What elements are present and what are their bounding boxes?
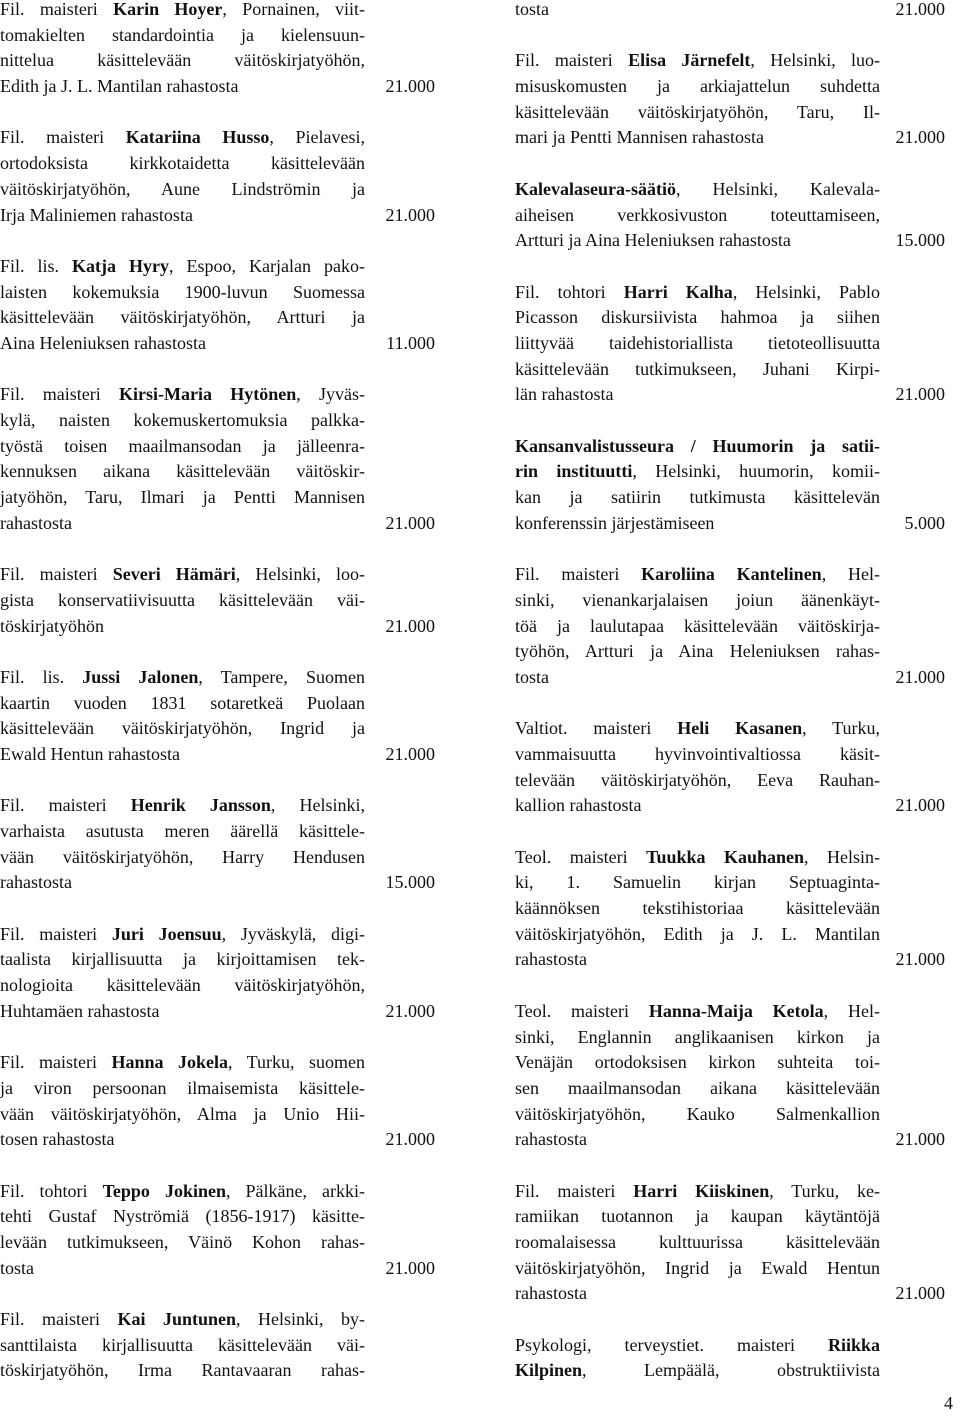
entry-line: [0, 819, 365, 845]
grant-entry: [515, 280, 945, 408]
entry-line: [515, 74, 880, 100]
entry-text: Edith ja J. L. Mantilan rahastosta: [0, 76, 239, 97]
entry-text: töä ja laulutapaa käsittelevään väitöskirja-: [515, 615, 880, 636]
entry-text: , Helsinki, loo-: [235, 564, 366, 585]
entry-text: taalista kirjallisuutta ja kirjoittamisen tek-: [0, 949, 365, 970]
grant-amount: 21.000: [895, 1283, 945, 1304]
grant-amount: 11.000: [386, 332, 435, 353]
entry-line: [0, 845, 365, 871]
grant-amount: 21.000: [385, 743, 435, 764]
entry-line: [515, 665, 945, 691]
entry-line: [0, 588, 365, 614]
entry-line: [515, 742, 880, 768]
entry-line: [0, 1358, 365, 1384]
grant-entry: [515, 845, 945, 973]
entry-line: [0, 0, 365, 23]
entry-line: [0, 23, 365, 49]
recipient-name: Harri Kiiskinen: [633, 1180, 770, 1201]
entry-text: , Helsinki, luo-: [750, 50, 881, 71]
entry-text: , Hel-: [823, 1000, 880, 1021]
entry-text: Teol. maisteri: [515, 1000, 649, 1021]
entry-text: jatyöhön, Taru, Ilmari ja Pentti Mannisen: [0, 487, 365, 508]
entry-line: [515, 1230, 880, 1256]
entry-text: Fil. maisteri: [0, 564, 113, 585]
entry-line: [515, 947, 945, 973]
grant-entry: [0, 1307, 435, 1384]
entry-text: Fil. maisteri: [0, 923, 112, 944]
entry-line: [0, 331, 435, 357]
entry-text: , Lempäälä, obstruktiivista: [582, 1360, 880, 1381]
entry-line: [0, 1230, 365, 1256]
grant-entry: [0, 254, 435, 357]
entry-line: [0, 1050, 365, 1076]
entry-line-text: [515, 1127, 587, 1153]
entry-line: [0, 947, 365, 973]
entry-line: [515, 331, 880, 357]
grant-entry: [0, 125, 435, 228]
entry-text: nologioita käsittelevään väitöskirjatyöhön,: [0, 975, 365, 996]
entry-text: konferenssin järjestämiseen: [515, 512, 715, 533]
entry-line: [515, 305, 880, 331]
entry-line: [0, 125, 365, 151]
entry-text: , Jyväskylä, digi-: [221, 923, 365, 944]
entry-line-text: [0, 1127, 114, 1153]
entry-line-text: [515, 665, 549, 691]
entry-text: ortodoksista kirkkotaidetta käsittelevään: [0, 153, 365, 174]
entry-text: ramiikan tuotannon ja kaupan käytäntöjä: [515, 1206, 880, 1227]
entry-text: santtilaista kirjallisuutta käsittelevään väi-: [0, 1334, 365, 1355]
entry-line: [515, 1025, 880, 1051]
page-number: 4: [944, 1393, 953, 1413]
recipient-name: Jussi Jalonen: [82, 666, 199, 687]
entry-line: [0, 1256, 435, 1282]
entry-line: [0, 305, 365, 331]
entry-line: [0, 48, 365, 74]
entry-line-text: [515, 511, 714, 537]
entry-text: roomalaisessa kulttuurissa käsittelevään: [515, 1232, 880, 1252]
grant-entry: [515, 562, 945, 690]
entry-text: Fil. maisteri: [0, 1309, 118, 1330]
grant-amount: 5.000: [904, 512, 945, 533]
grant-amount: 21.000: [895, 1129, 945, 1150]
recipient-name: Kai Juntunen: [117, 1309, 237, 1330]
entry-text: Fil. maisteri: [0, 795, 131, 816]
entry-line: [0, 1076, 365, 1102]
entry-text: Psykologi, terveystiet. maisteri: [515, 1334, 828, 1355]
entry-line: [0, 999, 435, 1025]
entry-line: [515, 562, 880, 588]
entry-line-text: [0, 1256, 34, 1282]
entry-line: [0, 1127, 435, 1153]
entry-line: [515, 1179, 880, 1205]
entry-line: [515, 716, 880, 742]
entry-text: mari ja Pentti Mannisen rahastosta: [515, 127, 764, 148]
entry-line: [0, 511, 435, 537]
entry-text: Irja Maliniemen rahastosta: [0, 204, 193, 225]
entry-text: töskirjatyöhön: [0, 615, 104, 636]
entry-line: [0, 973, 365, 999]
entry-text: , Jyväs-: [296, 384, 365, 405]
entry-text: Teol. maisteri: [515, 846, 647, 867]
entry-text: , Turku,: [802, 718, 881, 739]
entry-text: , Hel-: [821, 564, 881, 585]
entry-line-text: [0, 742, 180, 768]
grant-amount: 21.000: [895, 0, 945, 19]
grant-entry: [515, 0, 945, 23]
entry-line: [515, 1256, 880, 1282]
recipient-name: Karoliina Kantelinen: [641, 564, 822, 585]
grant-entry: [0, 922, 435, 1025]
recipient-name: Hanna Jokela: [111, 1052, 228, 1073]
left-column: [0, 0, 435, 1410]
entry-text: tosta: [0, 1257, 34, 1278]
entry-line: [515, 1127, 945, 1153]
entry-line: [515, 100, 880, 126]
grant-amount: 15.000: [895, 230, 945, 251]
entry-text: Fil. lis.: [0, 255, 73, 276]
entry-text: sinki, Englannin anglikaanisen kirkon ja: [515, 1026, 880, 1047]
entry-line: [0, 254, 365, 280]
grant-amount: 21.000: [895, 795, 945, 816]
recipient-name: Heli Kasanen: [677, 718, 803, 739]
entry-text: Fil. tohtori: [515, 281, 624, 302]
grant-entry: [0, 0, 435, 100]
entry-line: [0, 716, 365, 742]
entry-text: nittelua käsittelevään väitöskirjatyöhön,: [0, 50, 365, 71]
entry-text: rahastosta: [515, 949, 587, 970]
grant-amount: 21.000: [385, 204, 435, 225]
entry-line: [515, 614, 880, 640]
entry-line: [515, 459, 880, 485]
grant-entry: [0, 382, 435, 536]
entry-text: rahastosta: [0, 872, 72, 893]
entry-text: , Espoo, Karjalan pako-: [169, 255, 365, 276]
entry-text: Fil. maisteri: [0, 1052, 112, 1073]
entry-text: käsittelevään väitöskirjatyöhön, Taru, Il-: [515, 101, 880, 122]
entry-line: [515, 1050, 880, 1076]
entry-text: Fil. lis.: [0, 666, 83, 687]
entry-line: [515, 125, 945, 151]
grant-amount: 21.000: [895, 127, 945, 148]
entry-line: [515, 793, 945, 819]
grant-entry: [0, 793, 435, 896]
entry-line: [0, 614, 435, 640]
entry-line: [515, 896, 880, 922]
entry-text: Fil. maisteri: [0, 384, 120, 405]
entry-line: [515, 48, 880, 74]
entry-text: Huhtamäen rahastosta: [0, 1000, 160, 1021]
entry-text: , Helsinki, by-: [236, 1309, 365, 1330]
grant-entry: [0, 1050, 435, 1153]
grant-entry: [515, 177, 945, 254]
entry-text: kylä, naisten kokemuskertomuksia palkka-: [0, 410, 365, 430]
entry-line: [515, 845, 880, 871]
entry-text: käsittelevään tutkimukseen, Juhani Kirpi-: [515, 358, 880, 379]
recipient-name: Hanna-Maija Ketola: [648, 1000, 824, 1021]
grant-entry: [515, 1179, 945, 1307]
entry-text: Fil. tohtori: [0, 1180, 103, 1201]
entry-line: [0, 1179, 365, 1205]
grant-entry: [515, 434, 945, 537]
entry-text: , Pälkäne, arkki-: [225, 1180, 365, 1201]
grant-amount: 15.000: [385, 872, 435, 893]
grant-amount: 21.000: [385, 512, 435, 533]
grant-amount: 21.000: [385, 1000, 435, 1021]
entry-text: televään väitöskirjatyöhön, Eeva Rauhan-: [515, 769, 880, 790]
entry-line: [0, 793, 365, 819]
entry-text: väitöskirjatyöhön, Aune Lindströmin ja: [0, 178, 365, 199]
entry-text: levään tutkimukseen, Väinö Kohon rahas-: [0, 1232, 365, 1252]
entry-line-text: [515, 793, 641, 819]
entry-text: laisten kokemuksia 1900-luvun Suomessa: [0, 281, 365, 302]
recipient-name: Harri Kalha: [623, 281, 733, 302]
entry-line-text: [0, 511, 72, 537]
entry-text: rahastosta: [515, 1129, 587, 1150]
entry-line: [0, 1307, 365, 1333]
entry-line: [0, 1204, 365, 1230]
entry-line-text: [0, 331, 206, 357]
entry-line-text: [0, 999, 159, 1025]
recipient-name: Kirsi-Maria Hytönen: [119, 384, 297, 405]
entry-text: , Helsinki, Pablo: [732, 281, 881, 302]
entry-line: [515, 203, 880, 229]
entry-line: [515, 922, 880, 948]
entry-line: [0, 742, 435, 768]
grant-entry: [0, 1179, 435, 1282]
entry-line: [0, 1333, 365, 1359]
entry-line: [0, 922, 365, 948]
entry-line-text: [515, 382, 613, 408]
recipient-name: Karin Hoyer: [113, 0, 223, 19]
entry-line: [0, 459, 365, 485]
entry-text: liittyvää taidehistoriallista tietoteollisuutta: [515, 332, 880, 353]
entry-text: tosen rahastosta: [0, 1129, 115, 1150]
entry-text: väitöskirjatyöhön, Edith ja J. L. Mantilan: [515, 923, 880, 944]
entry-text: , Turku, suomen: [228, 1052, 366, 1073]
entry-text: Picasson diskursiivista hahmoa ja siihen: [515, 307, 880, 328]
recipient-name: Kansanvalistusseura / Huumorin ja satii-: [515, 435, 880, 456]
entry-line: [0, 382, 365, 408]
entry-text: kennuksen aikana käsittelevään väitöskir-: [0, 461, 365, 482]
entry-line: [515, 1076, 880, 1102]
grant-amount: 21.000: [385, 1129, 435, 1150]
recipient-name: Severi Hämäri: [112, 564, 236, 585]
grant-amount: 21.000: [385, 1257, 435, 1278]
grant-amount: 21.000: [895, 949, 945, 970]
entry-text: sinki, vienankarjalaisen joiun äänenkäyt-: [515, 589, 880, 610]
entry-text: Valtiot. maisteri: [515, 718, 678, 739]
grant-amount: 21.000: [895, 384, 945, 405]
grant-entry: [0, 665, 435, 768]
entry-line-text: [0, 870, 72, 896]
entry-text: varhaista asutusta meren äärellä käsittele-: [0, 821, 365, 841]
entry-line: [515, 1333, 880, 1359]
entry-text: misuskomusten ja arkiajattelun suhdetta: [515, 76, 880, 97]
entry-text: tehti Gustaf Nyströmiä (1856-1917) käsitte-: [0, 1206, 365, 1227]
entry-line: [0, 203, 435, 229]
entry-text: vään väitöskirjatyöhön, Alma ja Unio Hii-: [0, 1103, 365, 1124]
entry-text: vään väitöskirjatyöhön, Harry Hendusen: [0, 846, 365, 867]
grant-entry: [0, 562, 435, 639]
entry-text: Fil. maisteri: [0, 0, 114, 19]
entry-text: kaartin vuoden 1831 sotaretkeä Puolaan: [0, 692, 365, 713]
grant-entry: [515, 48, 945, 151]
entry-line: [0, 74, 435, 100]
entry-line: [0, 280, 365, 306]
recipient-name: Kalevalaseura-säätiö: [515, 178, 676, 199]
entry-line: [515, 511, 945, 537]
recipient-name: Teppo Jokinen: [102, 1180, 226, 1201]
entry-line: [515, 870, 880, 896]
right-column: [515, 0, 945, 1410]
entry-line-text: [0, 74, 238, 100]
entry-line: [515, 228, 945, 254]
entry-line: [0, 177, 365, 203]
entry-line: [515, 1358, 880, 1384]
entry-text: , Helsinki, huumorin, komii-: [632, 461, 880, 482]
recipient-name: Katja Hyry: [72, 255, 170, 276]
entry-text: kallion rahastosta: [515, 795, 642, 816]
grant-entry: [515, 999, 945, 1153]
grant-amount: 21.000: [385, 76, 435, 97]
recipient-name: Riikka: [827, 1334, 880, 1355]
entry-line: [515, 485, 880, 511]
entry-text: aiheisen verkkosivuston toteuttamiseen,: [515, 204, 880, 225]
recipient-name: Henrik Jansson: [130, 795, 271, 816]
entry-line: [0, 1102, 365, 1128]
entry-text: töskirjatyöhön, Irma Rantavaaran rahas-: [0, 1360, 365, 1381]
entry-line: [0, 562, 365, 588]
entry-text: rahastosta: [515, 1283, 587, 1304]
entry-line: [515, 999, 880, 1025]
entry-line: [515, 588, 880, 614]
entry-line: [515, 280, 880, 306]
entry-text: rahastosta: [0, 512, 72, 533]
entry-text: , Helsin-: [804, 846, 880, 867]
entry-text: kan ja satiirin tutkimusta käsittelevän: [515, 487, 880, 508]
entry-line-text: [515, 1281, 587, 1307]
entry-line-text: [515, 228, 791, 254]
entry-line: [515, 357, 880, 383]
entry-line: [0, 408, 365, 434]
entry-line: [0, 151, 365, 177]
entry-line: [0, 434, 365, 460]
entry-text: , Pornainen, viit-: [222, 0, 366, 19]
entry-text: , Turku, ke-: [769, 1180, 881, 1201]
entry-text: tomakielten standardointia ja kielensuun-: [0, 24, 365, 45]
entry-text: , Helsinki, Kalevala-: [675, 178, 880, 199]
grant-amount: 21.000: [385, 615, 435, 636]
entry-text: tosta: [515, 0, 549, 19]
entry-line: [515, 639, 880, 665]
entry-text: , Helsinki,: [270, 795, 365, 816]
entry-line: [515, 382, 945, 408]
entry-text: ja viron persoonan ilmaisemista käsittele-: [0, 1077, 365, 1098]
recipient-name: Elisa Järnefelt: [628, 50, 751, 71]
entry-text: Aina Heleniuksen rahastosta: [0, 332, 206, 353]
entry-line: [515, 434, 880, 460]
entry-text: työstä toisen maailmansodan ja jälleenra-: [0, 435, 365, 456]
entry-line-text: [0, 614, 104, 640]
entry-text: väitöskirjatyöhön, Ingrid ja Ewald Hentun: [515, 1257, 880, 1278]
entry-line-text: [515, 0, 549, 23]
entry-text: ki, 1. Samuelin kirjan Septuaginta-: [515, 872, 880, 893]
recipient-name: Katariina Husso: [125, 127, 270, 148]
entry-text: Fil. maisteri: [515, 564, 642, 585]
entry-text: Fil. maisteri: [515, 1180, 634, 1201]
entry-text: gista konservatiivisuutta käsittelevään väi-: [0, 589, 365, 610]
entry-text: vammaisuutta hyvinvointivaltiossa käsit-: [515, 743, 880, 764]
entry-text: Fil. maisteri: [0, 127, 126, 148]
entry-text: käsittelevään väitöskirjatyöhön, Artturi ja: [0, 307, 365, 328]
entry-text: , Tampere, Suomen: [198, 666, 365, 687]
entry-text: käännöksen tekstihistoriaa käsittelevään: [515, 898, 880, 919]
entry-text: käsittelevään väitöskirjatyöhön, Ingrid ja: [0, 718, 365, 739]
recipient-name: Tuukka Kauhanen: [646, 846, 805, 867]
entry-text: Fil. maisteri: [515, 50, 629, 71]
entry-line: [0, 485, 365, 511]
grant-amount: 21.000: [895, 666, 945, 687]
entry-line: [0, 870, 435, 896]
recipient-name: rin instituutti: [515, 461, 633, 482]
recipient-name: Juri Joensuu: [111, 923, 222, 944]
entry-line-text: [0, 203, 193, 229]
entry-text: työhön, Artturi ja Aina Heleniuksen rahas-: [515, 641, 880, 662]
entry-line: [515, 768, 880, 794]
recipient-name: Kilpinen: [515, 1360, 583, 1381]
grant-entry: [515, 1333, 945, 1384]
entry-text: län rahastosta: [515, 384, 614, 405]
entry-line: [515, 177, 880, 203]
entry-text: sen maailmansodan aikana käsittelevään: [515, 1077, 880, 1098]
grant-entry: [515, 716, 945, 819]
entry-line: [0, 691, 365, 717]
entry-text: Artturi ja Aina Heleniuksen rahastosta: [515, 230, 791, 251]
entry-text: Venäjän ortodoksisen kirkon suhteita toi-: [515, 1052, 880, 1073]
entry-text: , Pielavesi,: [269, 127, 365, 148]
entry-line-text: [515, 947, 587, 973]
entry-line: [515, 1281, 945, 1307]
entry-line: [515, 1204, 880, 1230]
entry-text: tosta: [515, 666, 549, 687]
entry-line: [0, 665, 365, 691]
entry-line: [515, 0, 945, 23]
entry-text: väitöskirjatyöhön, Kauko Salmenkallion: [515, 1103, 880, 1124]
entry-line: [515, 1102, 880, 1128]
entry-line-text: [515, 125, 764, 151]
entry-text: Ewald Hentun rahastosta: [0, 743, 180, 764]
